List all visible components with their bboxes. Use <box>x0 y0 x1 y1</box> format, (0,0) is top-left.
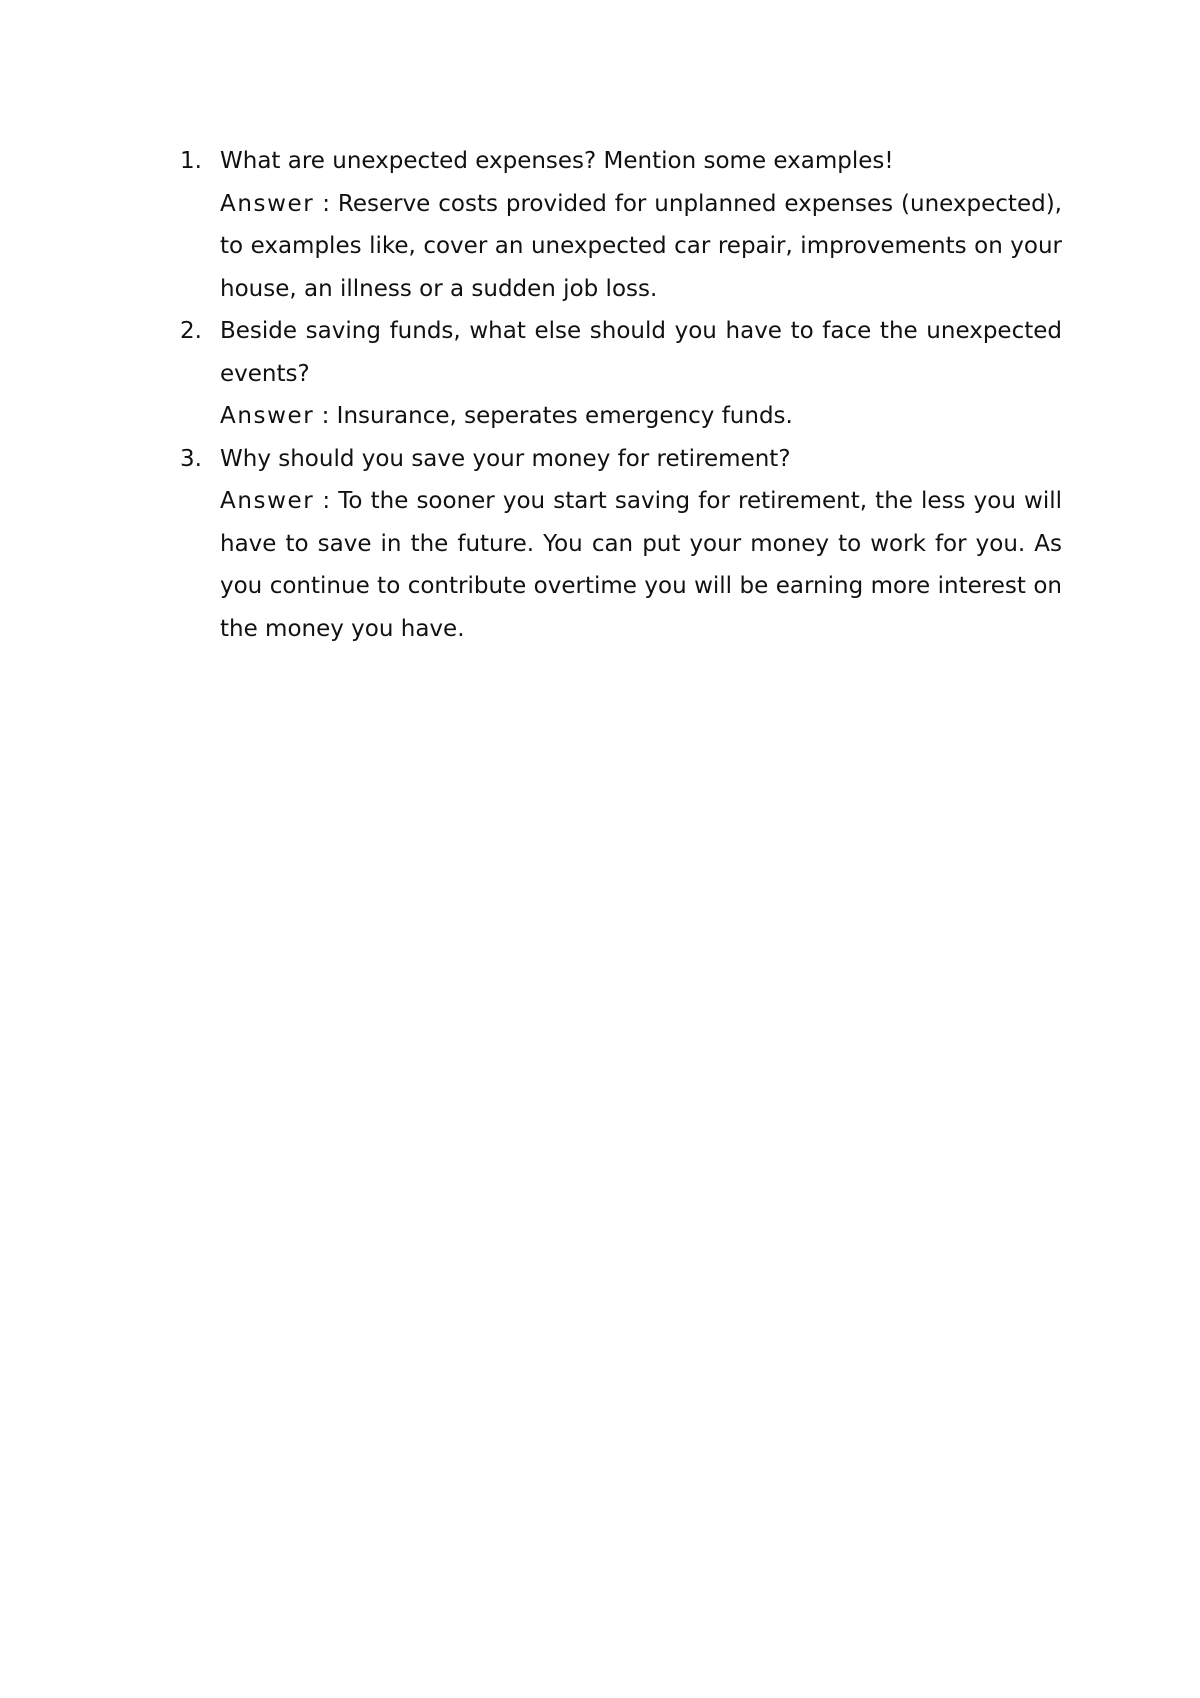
answer-label: Answer <box>220 488 315 514</box>
question-text: Why should you save your money for retirement? <box>220 445 791 472</box>
item-number: 3. <box>180 445 202 472</box>
answer-text: : To the sooner you start saving for retirement, the less you will have to save in the future. You can put your money to work for you. As you continue to contribute overtime you will be earning more interest on the money you have. <box>220 488 1062 642</box>
answer-text: : Reserve costs provided for unplanned expenses (unexpected), to examples like, cover an unexpected car repair, improvements on your house, an illness or a sudden job loss. <box>220 190 1062 302</box>
list-item <box>180 310 1062 438</box>
item-number: 1. <box>180 148 202 174</box>
answer-label: Answer <box>220 403 315 429</box>
question-text: What are unexpected expenses? Mention some examples! <box>220 148 894 174</box>
question-text: Beside saving funds, what else should you have to face the unexpected events? <box>220 318 1062 387</box>
list-item <box>180 140 1062 310</box>
list-item <box>180 438 1062 651</box>
answer-paragraph <box>220 183 1062 311</box>
item-number: 2. <box>180 318 202 344</box>
answer-paragraph <box>220 395 1062 438</box>
question-list <box>180 140 1062 650</box>
answer-paragraph <box>220 480 1062 650</box>
answer-label: Answer <box>220 190 315 217</box>
answer-text: : Insurance, seperates emergency funds. <box>314 403 793 429</box>
